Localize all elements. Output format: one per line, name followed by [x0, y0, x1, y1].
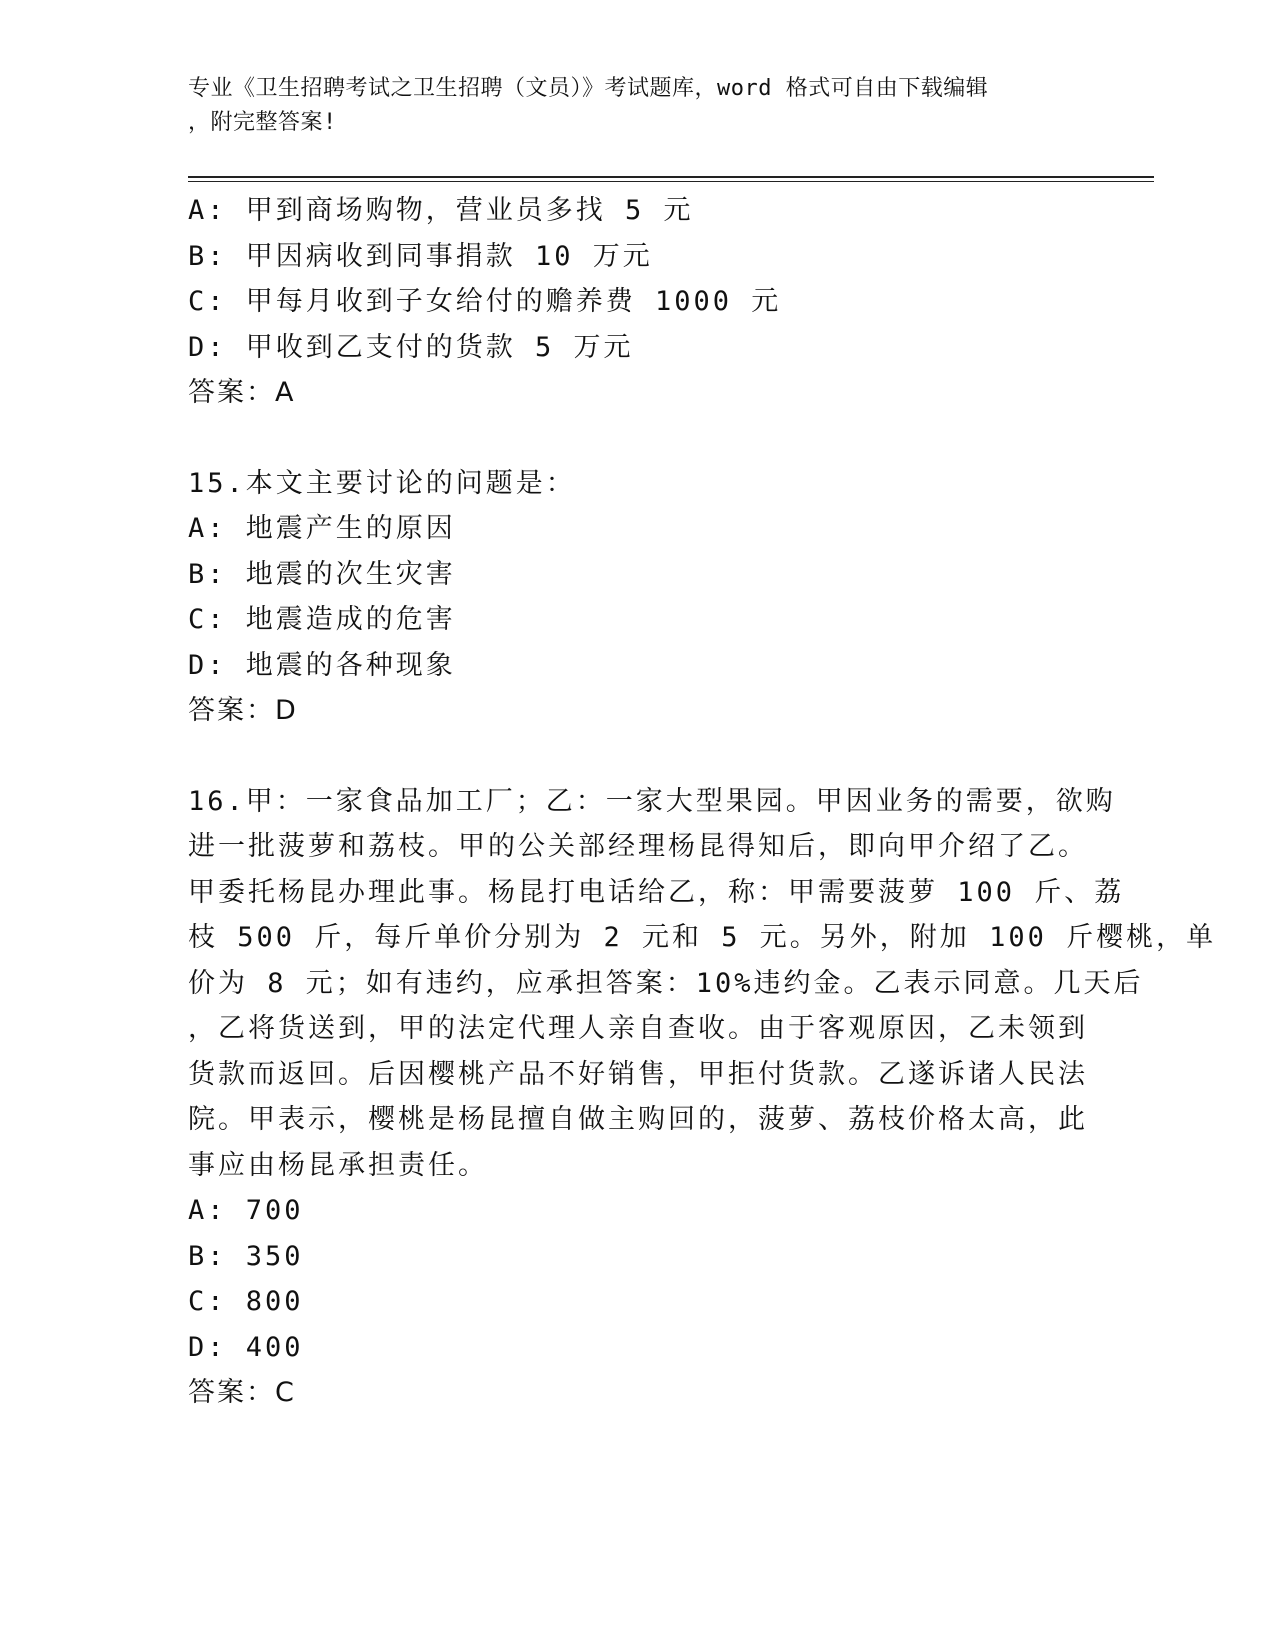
- q16-question-line: 货款而返回。后因樱桃产品不好销售，甲拒付货款。乙遂诉诸人民法: [188, 1058, 1088, 1090]
- q14-option-b: B: 甲因病收到同事捐款 10 万元: [188, 240, 653, 272]
- question-15-block: [188, 461, 1088, 734]
- q15-question: 15.本文主要讨论的问题是：: [188, 467, 576, 499]
- q16-option-a: A: 700: [188, 1195, 304, 1226]
- q16-option-c: C: 800: [188, 1286, 304, 1317]
- question-content: [188, 188, 1217, 1416]
- q16-question-line: 院。甲表示，樱桃是杨昆擅自做主购回的，菠萝、荔枝价格太高，此: [188, 1104, 1088, 1135]
- q16-question-line: 16.甲：一家食品加工厂；乙：一家大型果园。甲因业务的需要，欲购: [188, 785, 1116, 817]
- q16-answer: 答案：C: [188, 1377, 296, 1408]
- q16-option-b: B: 350: [188, 1240, 304, 1272]
- header-divider-thin: [188, 181, 1154, 182]
- q15-option-a: A: 地震产生的原因: [188, 513, 456, 544]
- q15-option-b: B: 地震的次生灾害: [188, 558, 456, 590]
- q15-answer: 答案：D: [188, 695, 298, 726]
- spacer: [188, 734, 1088, 779]
- question-14-block: [188, 188, 1088, 416]
- document-header: [188, 72, 1068, 140]
- header-divider-thick: [188, 176, 1154, 178]
- q14-option-c: C: 甲每月收到子女给付的赡养费 1000 元: [188, 286, 782, 317]
- q16-question-line: 事应由杨昆承担责任。: [188, 1149, 488, 1181]
- question-16-block: [188, 779, 1217, 1416]
- q16-question-line: ，乙将货送到，甲的法定代理人亲自查收。由于客观原因，乙未领到: [188, 1013, 1088, 1044]
- q15-option-c: C: 地震造成的危害: [188, 604, 456, 635]
- q14-option-d: D: 甲收到乙支付的货款 5 万元: [188, 331, 634, 363]
- q14-answer: 答案：A: [188, 377, 296, 408]
- q15-option-d: D: 地震的各种现象: [188, 649, 456, 681]
- q16-option-d: D: 400: [188, 1331, 304, 1363]
- header-line-2: ，附完整答案!: [188, 110, 337, 135]
- q14-option-a: A: 甲到商场购物，营业员多找 5 元: [188, 195, 694, 226]
- header-line-1: 专业《卫生招聘考试之卫生招聘（文员）》考试题库，word 格式可自由下载编辑: [188, 76, 989, 101]
- q16-question-line: 甲委托杨昆办理此事。杨昆打电话给乙，称：甲需要菠萝 100 斤、荔: [188, 876, 1125, 908]
- q16-question-line: 进一批菠萝和荔枝。甲的公关部经理杨昆得知后，即向甲介绍了乙。: [188, 831, 1088, 862]
- q16-question-line: 枝 500 斤，每斤单价分别为 2 元和 5 元。另外，附加 100 斤樱桃，单: [188, 922, 1217, 953]
- q16-question-line: 价为 8 元；如有违约，应承担答案：10%违约金。乙表示同意。几天后: [188, 967, 1144, 999]
- spacer: [188, 416, 1088, 461]
